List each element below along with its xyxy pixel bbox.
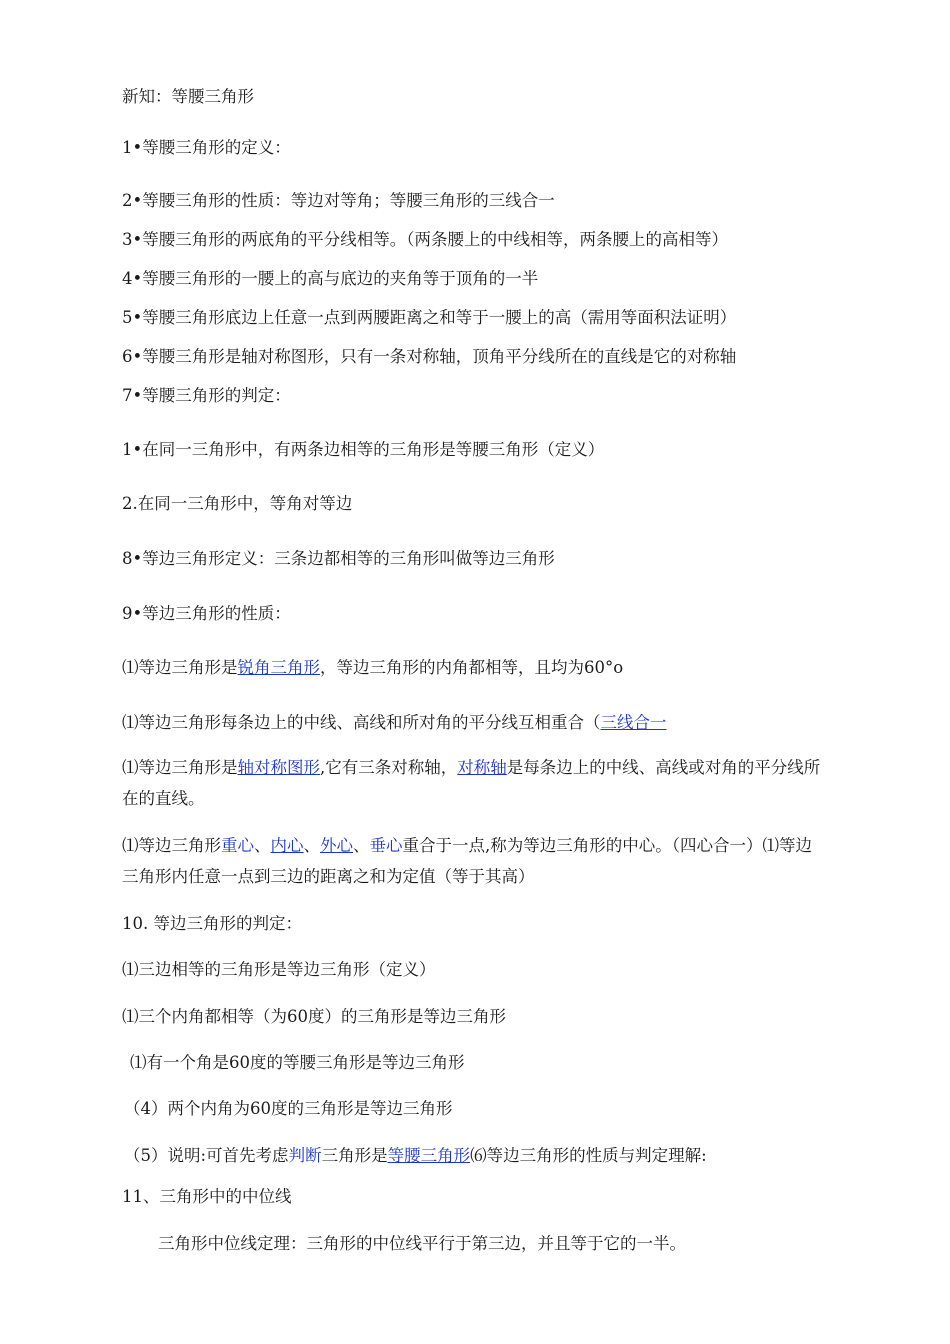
item-6: 6•等腰三角形是轴对称图形，只有一条对称轴，顶角平分线所在的直线是它的对称轴 <box>122 347 737 366</box>
item-1: 1•等腰三角形的定义： <box>122 138 291 157</box>
judgement-1: 1•在同一三角形中，有两条边相等的三角形是等腰三角形（定义） <box>122 440 605 459</box>
item-5: 5•等腰三角形底边上任意一点到两腰距离之和等于一腰上的高（需用等面积法证明） <box>122 308 737 327</box>
property-4: ⑴等边三角形重心、内心、外心、垂心重合于一点,称为等边三角形的中心。（四心合一）⑴等边三角形内任意一点到三边的距离之和为定值（等于其高） <box>122 836 812 886</box>
item-7: 7•等腰三角形的判定： <box>122 386 291 405</box>
term-orthocenter: 垂心 <box>369 836 403 855</box>
judgement-2: 2.在同一三角形中，等角对等边 <box>122 494 353 513</box>
link-isosceles-triangle[interactable]: 等腰三角形 <box>387 1146 471 1165</box>
link-three-lines-coincide[interactable]: 三线合一 <box>600 713 667 732</box>
link-axis-of-symmetry[interactable]: 对称轴 <box>457 758 507 777</box>
link-acute-triangle[interactable]: 锐角三角形 <box>237 658 320 677</box>
midline-theorem: 三角形中位线定理：三角形的中位线平行于第三边，并且等于它的一半。 <box>158 1234 686 1253</box>
item-11: 11、三角形中的中位线 <box>122 1187 292 1206</box>
property-3: ⑴等边三角形是轴对称图形,它有三条对称轴，对称轴是每条边上的中线、高线或对角的平分线所在的直线。 <box>122 758 821 808</box>
link-axisymmetric-figure[interactable]: 轴对称图形 <box>237 758 320 777</box>
item-10: 10. 等边三角形的判定： <box>122 914 302 933</box>
term-centroid: 重心 <box>221 836 254 855</box>
item-2: 2•等腰三角形的性质：等边对等角；等腰三角形的三线合一 <box>122 191 555 210</box>
criterion-5: （5）说明:可首先考虑判断三角形是等腰三角形⑹等边三角形的性质与判定理解: <box>124 1146 707 1165</box>
property-1: ⑴等边三角形是锐角三角形，等边三角形的内角都相等，且均为60°o <box>122 658 624 677</box>
item-4: 4•等腰三角形的一腰上的高与底边的夹角等于顶角的一半 <box>122 269 539 288</box>
section-title: 新知：等腰三角形 <box>122 87 254 106</box>
criterion-2: ⑴三个内角都相等（为60度）的三角形是等边三角形 <box>122 1007 506 1026</box>
link-circumcenter[interactable]: 外心 <box>320 836 353 855</box>
term-judge: 判断 <box>288 1146 322 1165</box>
criterion-4: （4）两个内角为60度的三角形是等边三角形 <box>124 1099 453 1118</box>
criterion-1: ⑴三边相等的三角形是等边三角形（定义） <box>122 960 436 979</box>
link-incenter[interactable]: 内心 <box>270 836 304 855</box>
property-2: ⑴等边三角形每条边上的中线、高线和所对角的平分线互相重合（三线合一 <box>122 713 667 732</box>
item-9: 9•等边三角形的性质： <box>122 604 291 623</box>
criterion-3: ⑴有一个角是60度的等腰三角形是等边三角形 <box>130 1053 465 1072</box>
item-8: 8•等边三角形定义：三条边都相等的三角形叫做等边三角形 <box>122 549 555 568</box>
item-3: 3•等腰三角形的两底角的平分线相等。（两条腰上的中线相等，两条腰上的高相等） <box>122 230 728 249</box>
